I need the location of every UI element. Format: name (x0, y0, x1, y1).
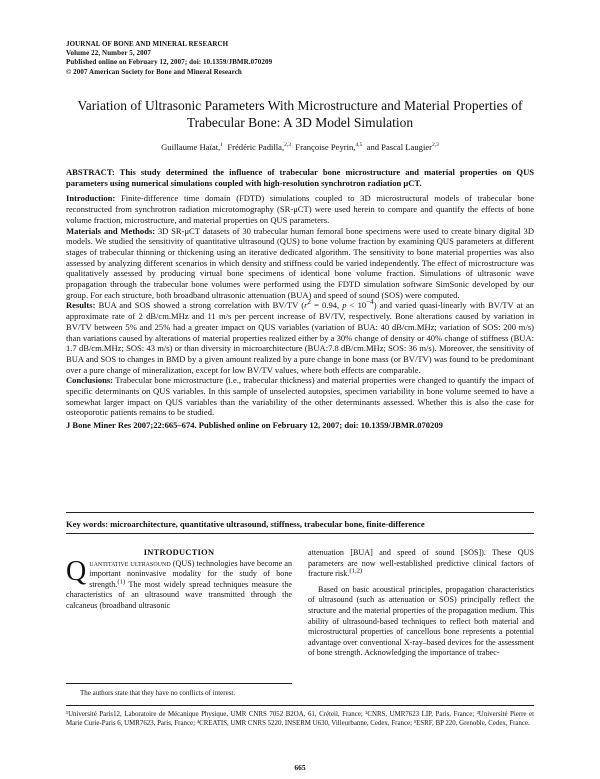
left-column (66, 548, 292, 612)
section-text: Trabecular bone microstructure (i.e., trabecular thickness) and material properties were changed to quantify the impact of specific determinants on QUS variables. In this sample of unselected autopsies, specimen variability in bone volume seemed to have a somewhat larger impact on QUS variables than the variability of the other determinants assessed. Whether this is also the case for osteoporotic patients remains to be studied. (66, 375, 534, 418)
reference-mark: (1) (117, 578, 126, 586)
paragraph-text: attenuation [BUA] and speed of sound [SOS]). These QUS parameters are now well-established predictive clinical factors of fracture risk. (308, 548, 534, 579)
author-name: Françoise Peyrin, (295, 142, 356, 152)
keywords: Key words: microarchitecture, quantitative ultrasound, stiffness, trabecular bone, finite-difference (66, 519, 425, 529)
section-text: < 10 (346, 300, 367, 311)
author-affiliation-mark: 4,5 (355, 142, 363, 149)
section-text: ) and varied quasi-linearly with BV/TV at an approximate rate of 2 dB/cm.MHz and 11 m/s per percent increase of BV/TV, respectively. Bone alterations caused by variation in BV/TV between 5% and 25% had a greater impact on QUS variables (variation of BUA: 40 dB/cm.MHz; variation of SOS: 200 m/s) than variations caused by alterations of material properties realized either by a 30% change of density or 40% change of stiffness (BUA: 1.7 dB/cm.MHz; SOS: 43 m/s) or than diversity in microarchitecture (BUA:7.8 dB/cm.MHz; SOS: 36 m/s). Moreover, the sensitivity of BUA and SOS to changes in BMD by a given amount realized by a pure change in bone mass (or BV/TV) was found to be predominant over a pure change of mineralization, except for low BV/TV values, where both effects are comparable. (66, 300, 535, 375)
journal-name: JOURNAL OF BONE AND MINERAL RESEARCH (66, 40, 229, 48)
section-text: = 0.94, (310, 300, 343, 311)
page-number: 665 (294, 763, 306, 772)
paragraph-text: (QUS) technologies have become an important noninvasive modality for the study of bone strength. (89, 558, 292, 589)
section-label: Introduction: (66, 193, 116, 204)
math-symbol: p (342, 300, 347, 311)
section-label: Materials and Methods: (66, 225, 156, 236)
drop-cap: Q (66, 555, 87, 587)
author-affiliation-mark: 2,3 (432, 142, 439, 149)
section-text: 3D SR-μCT datasets of 30 trabecular human femoral bone specimens were used to create binary digital 3D models. We studied the sensitivity of quantitative ultrasound (QUS) to bone volume fraction by examining QUS parameters at different stages of trabecular thinning or thickening using an iterative dedicated algorithm. The sensitivity to bone material properties was also assessed by analyzing different scenarios in which density and stiffness could be varied independently. The effect of microstructure was qualitatively assessed by producing virtual bone specimens of identical bone volume fraction. Simulations of ultrasonic wave propagation through the trabecular bone volumes were performed using the FDTD simulation software SimSonic developed by our group. For each structure, both broadband ultrasonic attenuation (BUA) and speed of sound (SOS) were computed. (66, 225, 535, 300)
author-list (66, 142, 534, 152)
section-heading: INTRODUCTION (143, 548, 215, 557)
journal-header (66, 40, 272, 77)
abstract-summary: ABSTRACT: This study determined the influence of trabecular bone microstructure and material properties on QUS parameters using numerical simulations coupled with high-resolution synchrotron radiation μCT. (66, 167, 534, 188)
exponent: −4 (366, 298, 374, 307)
journal-published: Published online on February 12, 2007; doi: 10.1359/JBMR.070209 (66, 58, 273, 67)
divider (66, 512, 534, 513)
affiliations-footnote: ¹Université Paris12, Laboratoire de Mécanique Physique, UMR CNRS 7052 B2OA, 61, Créteil, France; ²CNRS, UMR7623 LIP, Paris, France; ³Université Pierre et Marie Curie-Paris 6, UMR7623, Paris, France; ⁴CREATIS, UMR CNRS 5220, INSERM U630, Villeurbanne, Cedex, France; ⁵ESRF, BP 220, Grenoble, Cedex, France. (66, 711, 534, 727)
citation-line: J Bone Miner Res 2007;22:665–674. Published online on February 12, 2007; doi: 10.1359/JBMR.070209 (66, 420, 443, 431)
abstract-conclusions (66, 375, 534, 418)
section-label: Conclusions: (66, 375, 114, 386)
paragraph-text: The most widely spread techniques measure the characteristics of an ultrasound wave transmitted through the calcaneus (broadband ultrasonic (66, 579, 292, 610)
abstract-results: Results: BUA and SOS showed a strong correlation with BV/TV ($r^2 = 0.94$, $p < 10^{-4}$) and varied quasi-linearly with BV/TV at an approximate rate of 2 dB/cm.MHz and 11 m/s per percent increase of BV/TV, respectively. Bone alterations caused by variation in BV/TV between 5% and 25% had a greater impact on QUS variables (variation of BUA: 40 dB/cm.MHz; variation of SOS: 200 m/s) than variations caused by alterations of material properties realized either by a 30% change of density or 40% change of stiffness (BUA: 1.7 dB/cm.MHz; SOS: 43 m/s) or than diversity in microarchitecture (BUA:7.8 dB/cm.MHz; SOS: 36 m/s). Moreover, the sensitivity of BUA and SOS to changes in BMD by a given amount realized by a pure change in bone mass (or BV/TV) was found to be predominant over a pure change of mineralization, except for low BV/TV values, where both effects are comparable. (66, 298, 535, 375)
divider (66, 533, 534, 534)
paragraph: Based on basic acoustical principles, propagation characteristics of ultrasound (such as attenuation or SOS) principally reflect the structure and the material properties of the propagation medium. This ability of ultrasound-based techniques to reflect both material and microstructural properties of cancellous bone represents a potential advantage over conventional X-ray–based devices for the assessment of bone strength. Acknowledging the importance of trabec- (308, 584, 534, 658)
journal-copyright: © 2007 American Society for Bone and Mineral Research (66, 67, 242, 76)
abstract (66, 167, 534, 431)
intro-paragraph (66, 555, 292, 612)
conflict-statement: The authors state that they have no conflicts of interest. (80, 689, 236, 697)
section-label: Results: (66, 300, 96, 311)
abstract-methods (66, 226, 534, 301)
abstract-introduction (66, 193, 534, 225)
footnote-divider (66, 683, 292, 684)
section-text: Finite-difference time domain (FDTD) simulations coupled to 3D microstructural models of trabecular bone reconstructed from synchrotron radiation microtomography (SR-μCT) were used herein to compare and quantify the effects of bone volume fraction, microstructure, and material properties on QUS parameters. (66, 193, 534, 225)
author-affiliation-mark: 1 (220, 142, 224, 149)
journal-volume: Volume 22, Number 5, 2007 (66, 49, 151, 58)
reference-mark: (1,2) (349, 567, 363, 575)
author-name: Frédéric Padilla, (227, 142, 285, 152)
math-symbol: r (304, 300, 308, 311)
section-text: BUA and SOS showed a strong correlation with BV/TV ( (98, 300, 305, 311)
author-name: Guillaume Haïat, (161, 142, 221, 152)
right-column (308, 548, 534, 659)
divider (66, 705, 534, 706)
smallcaps-text: uantitative ultrasound (89, 558, 171, 568)
author-name: and Pascal Laugier (366, 142, 433, 152)
paragraph (308, 548, 534, 580)
author-affiliation-mark: 2,3 (284, 142, 291, 149)
article-title: Variation of Ultrasonic Parameters With Microstructure and Material Properties of Trabecular Bone: A 3D Model Simulation (77, 98, 523, 130)
